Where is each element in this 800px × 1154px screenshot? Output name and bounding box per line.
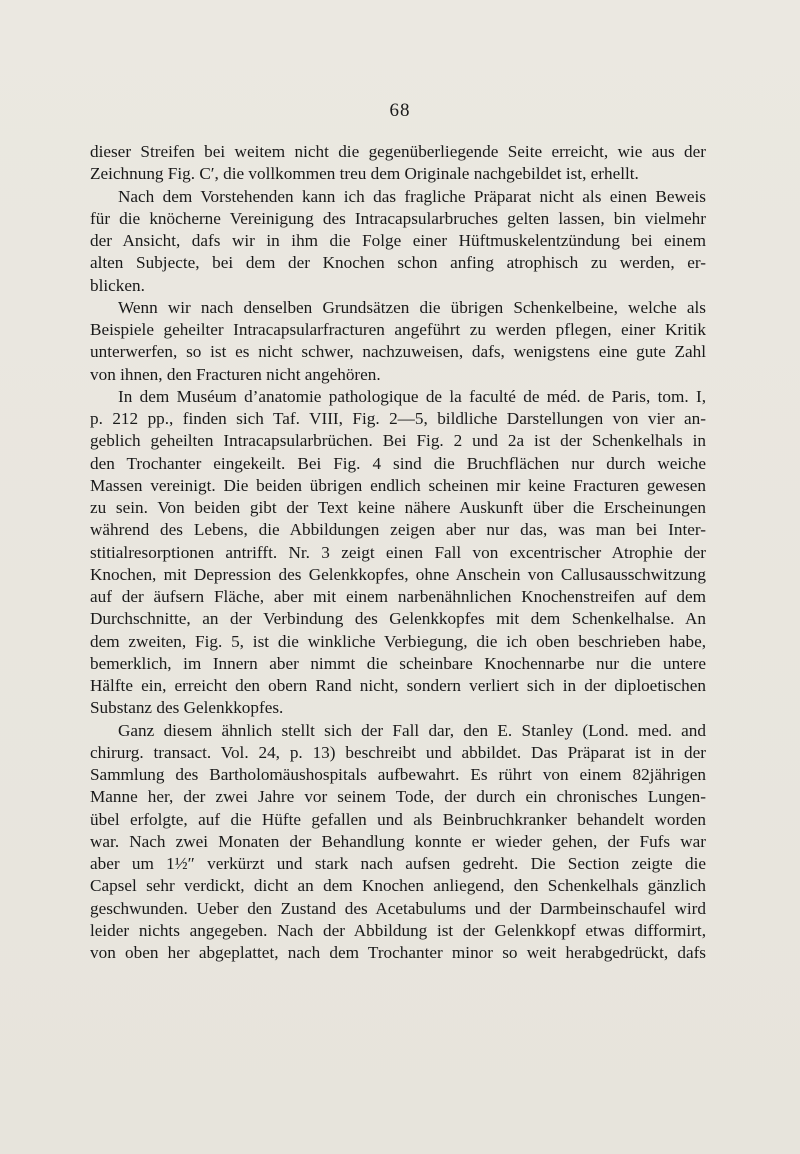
text-line: von ihnen, den Fracturen nicht angehören. — [90, 364, 381, 384]
text-line: leider nichts angegeben. Nach der Abbildung ist der Gelenkkopf etwas difformirt, — [90, 920, 706, 940]
text-line: Capsel sehr verdickt, dicht an dem Knochen anliegend, den Schenkelhals gänzlich — [90, 876, 706, 896]
text-line: war. Nach zwei Monaten der Behandlung konnte er wieder gehen, der Fufs war — [90, 831, 706, 851]
text-line: während des Lebens, die Abbildungen zeigen aber nur das, was man bei Inter- — [90, 520, 706, 540]
text-line: von oben her abgeplattet, nach dem Trochanter minor so weit herabgedrückt, dafs — [90, 943, 706, 962]
body-text — [90, 141, 706, 964]
text-line: stitialresorptionen antrifft. Nr. 3 zeigt einen Fall von excentrischer Atrophie der — [90, 542, 706, 562]
text-line: Ganz diesem ähnlich stellt sich der Fall dar, den E. Stanley (Lond. med. and — [118, 720, 706, 740]
text-line: chirurg. transact. Vol. 24, p. 13) beschreibt und abbildet. Das Präparat ist in der — [90, 742, 706, 762]
text-line: Wenn wir nach denselben Grundsätzen die übrigen Schenkelbeine, welche als — [118, 297, 706, 317]
text-line: unterwerfen, so ist es nicht schwer, nachzuweisen, dafs, wenigstens eine gute Zahl — [90, 342, 706, 362]
text-line: Nach dem Vorstehenden kann ich das fragliche Präparat nicht als einen Beweis — [118, 186, 706, 206]
text-line: zu sein. Von beiden gibt der Text keine nähere Auskunft über die Erscheinungen — [90, 498, 706, 517]
text-line: Zeichnung Fig. C′, die vollkommen treu dem Originale nachgebildet ist, erhellt. — [90, 164, 639, 184]
text-line: Massen vereinigt. Die beiden übrigen endlich scheinen mir keine Fracturen gewesen — [90, 475, 706, 495]
text-line: p. 212 pp., finden sich Taf. VIII, Fig. 2—5, bildliche Darstellungen von vier an- — [90, 409, 706, 428]
text-line: dem zweiten, Fig. 5, ist die winkliche Verbiegung, die ich oben beschrieben habe, — [90, 631, 706, 651]
text-line: bemerklich, im Innern aber nimmt die scheinbare Knochennarbe nur die untere — [90, 653, 706, 673]
text-line: der Ansicht, dafs wir in ihm die Folge einer Hüftmuskelentzündung bei einem — [90, 231, 706, 250]
text-line: aber um 1½″ verkürzt und stark nach aufsen gedreht. Die Section zeigte die — [90, 854, 706, 873]
text-line: In dem Muséum d’anatomie pathologique de la faculté de méd. de Paris, tom. I, — [118, 386, 706, 406]
page-number: 68 — [389, 100, 411, 121]
text-line: Durchschnitte, an der Verbindung des Gelenkkopfes mit dem Schenkelhalse. An — [90, 609, 706, 629]
text-line: Substanz des Gelenkkopfes. — [90, 698, 284, 718]
text-line: auf der äufsern Fläche, aber mit einem narbenähnlichen Knochenstreifen auf dem — [90, 587, 706, 606]
text-line: Hälfte ein, erreicht den obern Rand nicht, sondern verliert sich in der diploetischen — [90, 676, 706, 695]
text-line: dieser Streifen bei weitem nicht die gegenüberliegende Seite erreicht, wie aus der — [90, 142, 706, 161]
text-line: blicken. — [90, 275, 145, 295]
text-line: übel erfolgte, auf die Hüfte gefallen und als Beinbruchkranker behandelt worden — [90, 809, 706, 829]
text-line: Manne her, der zwei Jahre vor seinem Tode, der durch ein chronisches Lungen- — [90, 787, 706, 807]
text-line: geblich geheilten Intracapsularbrüchen. Bei Fig. 2 und 2a ist der Schenkelhals in — [90, 431, 706, 451]
text-line: den Trochanter eingekeilt. Bei Fig. 4 sind die Bruchflächen nur durch weiche — [90, 453, 706, 473]
text-line: für die knöcherne Vereinigung des Intracapsularbruches gelten lassen, bin vielmehr — [90, 208, 706, 228]
text-line: Beispiele geheilter Intracapsularfracturen angeführt zu werden pflegen, einer Kritik — [90, 320, 706, 339]
text-line: geschwunden. Ueber den Zustand des Acetabulums und der Darmbeinschaufel wird — [90, 898, 706, 918]
text-line: Knochen, mit Depression des Gelenkkopfes, ohne Anschein von Callusausschwitzung — [90, 564, 706, 584]
text-line: alten Subjecte, bei dem der Knochen schon anfing atrophisch zu werden, er- — [90, 253, 706, 273]
text-line: Sammlung des Bartholomäushospitals aufbewahrt. Es rührt von einem 82jährigen — [90, 765, 706, 784]
